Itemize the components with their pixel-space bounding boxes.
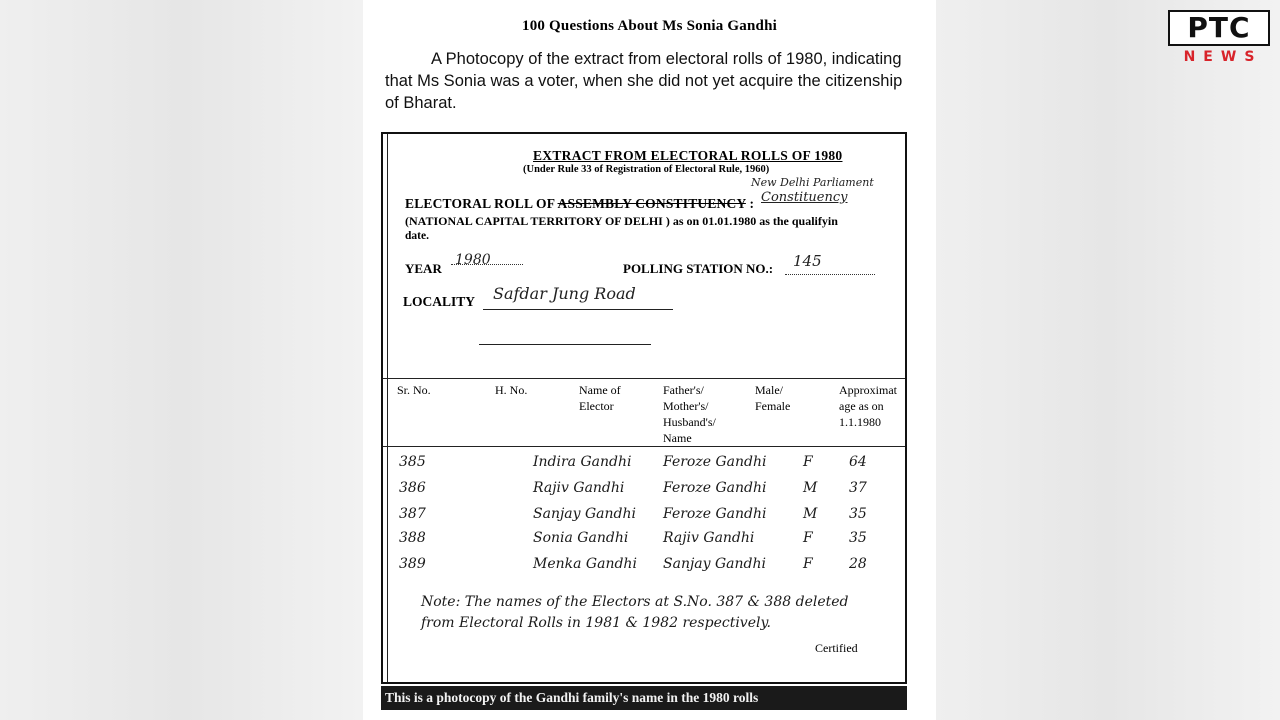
polling-station-value: 145 (793, 252, 822, 270)
header-age: Approximat age as on 1.1.1980 (839, 383, 897, 429)
blank-underline (479, 344, 651, 345)
table-row (383, 556, 909, 578)
roll-struck-text: ASSEMBLY CONSTITUENCY (557, 196, 746, 211)
polling-station-label: POLLING STATION NO.: (623, 261, 774, 276)
handwritten-note: Note: The names of the Electors at S.No. 387 & 388 deleted from Electoral Rolls in 1981 & 1982 respectively. (421, 594, 849, 631)
electoral-roll-extract (381, 132, 907, 684)
background-right (936, 0, 1280, 720)
table-row (383, 506, 909, 528)
table-top-rule (383, 378, 905, 379)
cell-relation: Feroze Gandhi (663, 454, 767, 470)
table-row (383, 530, 909, 552)
cell-sr: 386 (399, 480, 426, 496)
cell-name: Sanjay Gandhi (533, 506, 637, 522)
cell-sex: F (803, 454, 813, 470)
header-elector-name: Name of Elector (579, 383, 621, 413)
constituency-handwritten-1: New Delhi Parliament (751, 176, 874, 189)
cell-relation: Sanjay Gandhi (663, 556, 767, 572)
cell-age: 64 (849, 454, 867, 470)
roll-suffix: : (745, 196, 755, 211)
locality-value: Safdar Jung Road (493, 284, 636, 303)
date-word: date. (405, 230, 429, 242)
book-title: 100 Questions About Ms Sonia Gandhi (522, 18, 777, 34)
polling-dotted-line (785, 274, 875, 275)
cell-name: Indira Gandhi (533, 454, 632, 470)
cell-sex: F (803, 556, 813, 572)
constituency-handwritten-2: Constituency (761, 190, 848, 205)
photo-caption: This is a photocopy of the Gandhi family's name in the 1980 rolls (381, 686, 907, 710)
cell-name: Menka Gandhi (533, 556, 637, 572)
cell-relation: Rajiv Gandhi (663, 530, 755, 546)
header-sr-no: Sr. No. (397, 383, 431, 397)
cell-sr: 389 (399, 556, 426, 572)
cell-relation: Feroze Gandhi (663, 506, 767, 522)
form-title: EXTRACT FROM ELECTORAL ROLLS OF 1980 (533, 148, 843, 163)
cell-sr: 387 (399, 506, 426, 522)
logo-ptc-text: PTC (1168, 10, 1270, 46)
certified-label: Certified (815, 641, 858, 655)
cell-sex: M (803, 506, 818, 522)
cell-sex: M (803, 480, 818, 496)
locality-underline (483, 309, 673, 310)
document-page (363, 0, 936, 720)
header-sex: Male/ Female (755, 383, 791, 413)
cell-name: Rajiv Gandhi (533, 480, 625, 496)
cell-relation: Feroze Gandhi (663, 480, 767, 496)
cell-sr: 388 (399, 530, 426, 546)
form-subtitle: (Under Rule 33 of Registration of Electoral Rule, 1960) (523, 164, 770, 175)
logo-news-text: NEWS (1183, 49, 1263, 65)
cell-age: 37 (849, 480, 867, 496)
table-header-rule (383, 446, 905, 447)
header-h-no: H. No. (495, 383, 528, 397)
table-row (383, 454, 909, 476)
year-dotted-line (451, 264, 523, 265)
year-label: YEAR (405, 261, 442, 276)
cell-age: 28 (849, 556, 867, 572)
cell-age: 35 (849, 506, 867, 522)
header-relation-name: Father's/ Mother's/ Husband's/ Name (663, 383, 716, 445)
year-value: 1980 (455, 252, 491, 268)
form-inner-border (387, 134, 388, 682)
territory-line: (NATIONAL CAPITAL TERRITORY OF DELHI ) as on 01.01.1980 as the qualifyin (405, 214, 838, 228)
cell-name: Sonia Gandhi (533, 530, 629, 546)
ptc-news-logo (1168, 10, 1270, 68)
locality-label: LOCALITY (403, 294, 476, 309)
cell-age: 35 (849, 530, 867, 546)
cell-sr: 385 (399, 454, 426, 470)
cell-sex: F (803, 530, 813, 546)
roll-line (405, 196, 754, 212)
roll-prefix: ELECTORAL ROLL OF (405, 196, 558, 211)
intro-paragraph: A Photocopy of the extract from electoral rolls of 1980, indicating that Ms Sonia was a voter, when she did not yet acquire the citizenship of Bharat. (385, 50, 903, 112)
background-left (0, 0, 363, 720)
table-row (383, 480, 909, 502)
